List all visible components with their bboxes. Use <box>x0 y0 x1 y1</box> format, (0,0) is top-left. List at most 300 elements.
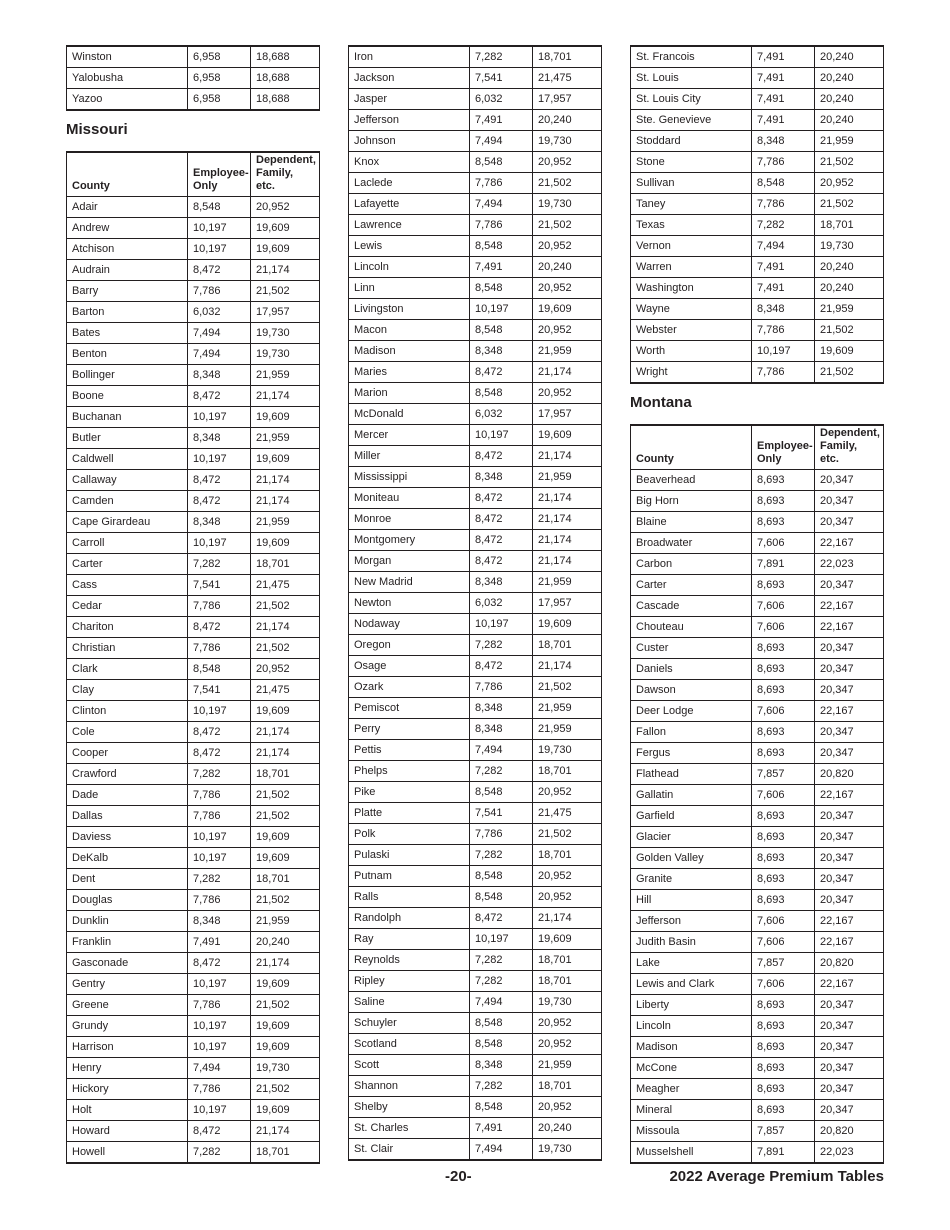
county-name: Macon <box>349 320 470 341</box>
county-name: Shelby <box>349 1097 470 1118</box>
table-row <box>349 971 602 992</box>
county-name: Howard <box>67 1121 188 1142</box>
county-name: Butler <box>67 428 188 449</box>
county-name: Jefferson <box>631 911 752 932</box>
table-row <box>349 551 602 572</box>
employee-only-premium: 7,541 <box>188 575 251 596</box>
dependent-premium: 21,174 <box>533 362 602 383</box>
county-name: Clay <box>67 680 188 701</box>
employee-only-premium: 8,693 <box>752 1037 815 1058</box>
dependent-premium: 20,240 <box>815 89 884 110</box>
dependent-premium: 21,174 <box>251 386 320 407</box>
table-row <box>349 614 602 635</box>
dependent-premium: 20,347 <box>815 869 884 890</box>
county-name: Blaine <box>631 512 752 533</box>
employee-only-premium: 10,197 <box>188 218 251 239</box>
employee-only-premium: 7,857 <box>752 1121 815 1142</box>
employee-only-premium: 8,693 <box>752 869 815 890</box>
dependent-premium: 21,174 <box>533 446 602 467</box>
county-name: Newton <box>349 593 470 614</box>
table-row <box>631 362 884 384</box>
employee-only-premium: 7,541 <box>470 803 533 824</box>
county-name: Stoddard <box>631 131 752 152</box>
employee-only-premium: 8,472 <box>188 260 251 281</box>
employee-only-premium: 7,491 <box>470 1118 533 1139</box>
employee-only-premium: 7,494 <box>470 740 533 761</box>
dependent-premium: 21,174 <box>251 953 320 974</box>
county-name: Webster <box>631 320 752 341</box>
table-row <box>67 785 320 806</box>
table-row <box>631 512 884 533</box>
county-name: Big Horn <box>631 491 752 512</box>
dependent-premium: 19,609 <box>815 341 884 362</box>
dependent-premium: 19,609 <box>251 1100 320 1121</box>
dependent-premium: 21,475 <box>533 803 602 824</box>
employee-only-premium: 6,032 <box>188 302 251 323</box>
table-row <box>67 638 320 659</box>
county-name: Broadwater <box>631 533 752 554</box>
dependent-premium: 20,952 <box>251 659 320 680</box>
table-row <box>349 1097 602 1118</box>
table-row <box>349 635 602 656</box>
employee-only-premium: 8,693 <box>752 491 815 512</box>
employee-only-premium: 7,857 <box>752 764 815 785</box>
dependent-premium: 21,174 <box>251 1121 320 1142</box>
employee-only-premium: 7,494 <box>470 131 533 152</box>
employee-only-premium: 7,786 <box>188 806 251 827</box>
dependent-premium: 17,957 <box>251 302 320 323</box>
table-row <box>631 953 884 974</box>
dependent-premium: 20,952 <box>251 197 320 218</box>
dependent-premium: 21,959 <box>533 1055 602 1076</box>
table-row <box>67 848 320 869</box>
table-row <box>67 386 320 407</box>
county-name: Oregon <box>349 635 470 656</box>
table-row <box>67 197 320 218</box>
county-name: McCone <box>631 1058 752 1079</box>
dependent-premium: 20,347 <box>815 722 884 743</box>
dependent-premium: 20,347 <box>815 1100 884 1121</box>
county-name: Yalobusha <box>67 68 188 89</box>
employee-only-premium: 10,197 <box>470 614 533 635</box>
employee-only-premium: 8,548 <box>470 782 533 803</box>
county-name: Caldwell <box>67 449 188 470</box>
county-name: DeKalb <box>67 848 188 869</box>
county-name: Knox <box>349 152 470 173</box>
county-name: Wayne <box>631 299 752 320</box>
table-row <box>349 593 602 614</box>
employee-only-premium: 7,606 <box>752 974 815 995</box>
dependent-premium: 18,688 <box>251 68 320 89</box>
employee-only-premium: 7,494 <box>188 323 251 344</box>
county-name: Schuyler <box>349 1013 470 1034</box>
employee-only-premium: 7,494 <box>188 344 251 365</box>
dependent-premium: 19,730 <box>533 194 602 215</box>
table-row <box>631 1079 884 1100</box>
dependent-premium: 21,502 <box>815 152 884 173</box>
county-name: Scotland <box>349 1034 470 1055</box>
dependent-premium: 21,502 <box>251 995 320 1016</box>
county-name: Carbon <box>631 554 752 575</box>
county-name: Worth <box>631 341 752 362</box>
table-row <box>631 131 884 152</box>
dependent-premium: 19,609 <box>251 974 320 995</box>
dependent-premium: 21,959 <box>251 512 320 533</box>
table-row <box>631 491 884 512</box>
dependent-premium: 21,475 <box>251 680 320 701</box>
employee-only-premium: 7,606 <box>752 701 815 722</box>
table-row <box>349 404 602 425</box>
dependent-premium: 20,240 <box>815 68 884 89</box>
employee-only-premium: 8,472 <box>188 617 251 638</box>
county-name: Carter <box>631 575 752 596</box>
employee-only-premium: 10,197 <box>188 1016 251 1037</box>
county-name: Meagher <box>631 1079 752 1100</box>
table-row <box>67 323 320 344</box>
county-name: Scott <box>349 1055 470 1076</box>
table-row <box>67 1058 320 1079</box>
employee-only-premium: 6,032 <box>470 593 533 614</box>
table-row <box>349 446 602 467</box>
table-row <box>349 89 602 110</box>
dependent-premium: 21,959 <box>251 911 320 932</box>
county-name: St. Louis City <box>631 89 752 110</box>
table-row <box>349 677 602 698</box>
county-name: Carter <box>67 554 188 575</box>
dependent-premium: 21,959 <box>533 698 602 719</box>
employee-only-premium: 8,693 <box>752 1079 815 1100</box>
table-row <box>631 1058 884 1079</box>
table-row <box>631 533 884 554</box>
dependent-premium: 21,502 <box>251 1079 320 1100</box>
dependent-premium: 20,240 <box>533 110 602 131</box>
county-name: Polk <box>349 824 470 845</box>
dependent-premium: 21,502 <box>533 677 602 698</box>
dependent-premium: 21,502 <box>251 890 320 911</box>
county-name: Ray <box>349 929 470 950</box>
dependent-premium: 19,730 <box>533 740 602 761</box>
dependent-premium: 21,502 <box>815 194 884 215</box>
county-name: Atchison <box>67 239 188 260</box>
employee-only-premium: 10,197 <box>188 974 251 995</box>
dependent-premium: 17,957 <box>533 593 602 614</box>
dependent-premium: 21,174 <box>251 722 320 743</box>
employee-only-premium: 6,032 <box>470 404 533 425</box>
county-name: Bates <box>67 323 188 344</box>
dependent-premium: 22,167 <box>815 785 884 806</box>
employee-only-premium: 7,786 <box>188 890 251 911</box>
county-name: Gallatin <box>631 785 752 806</box>
county-name: Franklin <box>67 932 188 953</box>
table-row <box>67 617 320 638</box>
county-name: Crawford <box>67 764 188 785</box>
county-name: Daniels <box>631 659 752 680</box>
dependent-premium: 20,240 <box>533 1118 602 1139</box>
dependent-premium: 19,609 <box>251 701 320 722</box>
employee-only-premium: 6,958 <box>188 89 251 111</box>
employee-only-premium: 8,693 <box>752 680 815 701</box>
county-name: St. Clair <box>349 1139 470 1161</box>
county-name: Madison <box>349 341 470 362</box>
dependent-premium: 22,167 <box>815 932 884 953</box>
employee-only-premium: 7,786 <box>470 824 533 845</box>
employee-only-premium: 8,548 <box>188 197 251 218</box>
employee-only-premium: 8,472 <box>470 530 533 551</box>
table-row <box>67 659 320 680</box>
table-row <box>349 1076 602 1097</box>
county-name: Flathead <box>631 764 752 785</box>
table-row <box>67 806 320 827</box>
county-name: Buchanan <box>67 407 188 428</box>
county-name: Cape Girardeau <box>67 512 188 533</box>
county-name: Cedar <box>67 596 188 617</box>
table-row <box>631 257 884 278</box>
employee-only-premium: 10,197 <box>752 341 815 362</box>
dependent-premium: 19,730 <box>533 131 602 152</box>
county-name: New Madrid <box>349 572 470 593</box>
employee-only-premium: 8,472 <box>188 953 251 974</box>
county-name: Lewis <box>349 236 470 257</box>
employee-only-premium: 7,491 <box>752 89 815 110</box>
employee-only-premium: 6,958 <box>188 68 251 89</box>
table-row <box>631 890 884 911</box>
table-row <box>631 278 884 299</box>
table-row <box>67 722 320 743</box>
county-name: Greene <box>67 995 188 1016</box>
county-name: Johnson <box>349 131 470 152</box>
dependent-premium: 21,502 <box>815 362 884 384</box>
county-name: Chariton <box>67 617 188 638</box>
county-name: Hill <box>631 890 752 911</box>
employee-only-premium: 8,348 <box>188 911 251 932</box>
table-row <box>67 68 320 89</box>
dependent-premium: 20,347 <box>815 491 884 512</box>
dependent-premium: 20,952 <box>533 1034 602 1055</box>
employee-only-premium: 7,786 <box>188 785 251 806</box>
employee-only-premium: 7,541 <box>188 680 251 701</box>
table-row <box>631 554 884 575</box>
dependent-premium: 18,701 <box>533 635 602 656</box>
employee-only-premium: 8,548 <box>470 383 533 404</box>
dependent-premium: 18,701 <box>251 869 320 890</box>
employee-only-premium: 7,282 <box>470 845 533 866</box>
employee-only-premium: 10,197 <box>188 239 251 260</box>
dependent-premium: 21,174 <box>251 617 320 638</box>
employee-only-premium: 8,548 <box>470 278 533 299</box>
table-row <box>67 701 320 722</box>
county-name: Montgomery <box>349 530 470 551</box>
county-name: Moniteau <box>349 488 470 509</box>
employee-only-premium: 8,693 <box>752 638 815 659</box>
employee-only-premium: 7,786 <box>188 281 251 302</box>
county-name: Gentry <box>67 974 188 995</box>
dependent-premium: 19,609 <box>251 218 320 239</box>
employee-only-premium: 8,548 <box>470 887 533 908</box>
dependent-premium: 19,730 <box>533 1139 602 1161</box>
dependent-premium: 18,701 <box>533 46 602 68</box>
table-row <box>349 215 602 236</box>
table-row <box>67 869 320 890</box>
county-name: Taney <box>631 194 752 215</box>
employee-only-premium: 7,541 <box>470 68 533 89</box>
table-row <box>631 722 884 743</box>
county-table-missouri-continued <box>348 45 602 1161</box>
table-row <box>349 824 602 845</box>
table-row <box>67 470 320 491</box>
county-name: Boone <box>67 386 188 407</box>
table-row <box>67 1037 320 1058</box>
dependent-premium: 22,167 <box>815 617 884 638</box>
table-row <box>67 260 320 281</box>
county-name: Fergus <box>631 743 752 764</box>
employee-only-premium: 8,348 <box>470 719 533 740</box>
table-row <box>631 659 884 680</box>
table-row <box>349 1013 602 1034</box>
table-row <box>349 194 602 215</box>
employee-only-premium: 8,548 <box>470 320 533 341</box>
dependent-premium: 21,174 <box>533 509 602 530</box>
dependent-premium: 21,959 <box>815 299 884 320</box>
table-row <box>631 596 884 617</box>
county-table-missouri <box>66 151 320 1164</box>
employee-only-premium: 7,494 <box>470 1139 533 1161</box>
employee-only-premium: 7,491 <box>470 257 533 278</box>
employee-only-premium: 7,282 <box>470 46 533 68</box>
dependent-premium: 20,347 <box>815 806 884 827</box>
table-row <box>349 236 602 257</box>
county-name: Carroll <box>67 533 188 554</box>
table-row <box>631 974 884 995</box>
dependent-premium: 18,701 <box>533 1076 602 1097</box>
state-title-montana: Montana <box>630 394 692 411</box>
employee-only-premium: 7,282 <box>470 950 533 971</box>
county-name: Jasper <box>349 89 470 110</box>
dependent-premium: 18,701 <box>533 950 602 971</box>
dependent-premium: 20,347 <box>815 680 884 701</box>
table-row <box>67 680 320 701</box>
dependent-premium: 19,609 <box>251 239 320 260</box>
employee-only-premium: 7,491 <box>188 932 251 953</box>
table-row <box>631 638 884 659</box>
county-name: Nodaway <box>349 614 470 635</box>
table-row <box>67 1016 320 1037</box>
county-name: Maries <box>349 362 470 383</box>
dependent-premium: 19,609 <box>251 848 320 869</box>
dependent-premium: 20,347 <box>815 1058 884 1079</box>
dependent-premium: 20,347 <box>815 995 884 1016</box>
county-name: Dade <box>67 785 188 806</box>
state-title-missouri: Missouri <box>66 121 128 138</box>
county-name: Howell <box>67 1142 188 1164</box>
dependent-premium: 21,174 <box>251 491 320 512</box>
employee-only-premium: 8,472 <box>470 551 533 572</box>
county-name: Lewis and Clark <box>631 974 752 995</box>
county-name: Beaverhead <box>631 470 752 491</box>
table-header-row <box>631 425 884 470</box>
table-row <box>349 1034 602 1055</box>
dependent-premium: 20,240 <box>815 257 884 278</box>
table-row <box>349 278 602 299</box>
employee-only-premium: 8,472 <box>470 446 533 467</box>
table-row <box>349 1118 602 1139</box>
employee-only-premium: 8,348 <box>470 572 533 593</box>
county-name: St. Charles <box>349 1118 470 1139</box>
county-name: Clinton <box>67 701 188 722</box>
table-row <box>67 1100 320 1121</box>
table-row <box>349 782 602 803</box>
dependent-premium: 20,952 <box>533 866 602 887</box>
employee-only-premium: 8,472 <box>188 1121 251 1142</box>
table-row <box>631 1100 884 1121</box>
county-name: Douglas <box>67 890 188 911</box>
county-name: Linn <box>349 278 470 299</box>
dependent-premium: 20,347 <box>815 890 884 911</box>
dependent-premium: 18,701 <box>533 761 602 782</box>
dependent-premium: 21,959 <box>533 341 602 362</box>
table-row <box>349 488 602 509</box>
table-row <box>631 299 884 320</box>
table-row <box>631 152 884 173</box>
county-name: St. Francois <box>631 46 752 68</box>
county-name: Lake <box>631 953 752 974</box>
table-row <box>67 953 320 974</box>
dependent-premium: 17,957 <box>533 89 602 110</box>
employee-only-premium: 8,693 <box>752 806 815 827</box>
county-name: Dallas <box>67 806 188 827</box>
dependent-premium: 21,502 <box>533 173 602 194</box>
table-row <box>631 995 884 1016</box>
dependent-premium: 21,475 <box>251 575 320 596</box>
table-row <box>67 428 320 449</box>
employee-only-premium: 8,693 <box>752 1100 815 1121</box>
county-name: Warren <box>631 257 752 278</box>
dependent-premium: 19,609 <box>251 1016 320 1037</box>
table-row <box>67 932 320 953</box>
dependent-premium: 21,502 <box>251 785 320 806</box>
county-name: Dawson <box>631 680 752 701</box>
table-row <box>631 932 884 953</box>
table-row <box>631 194 884 215</box>
employee-only-premium: 6,032 <box>470 89 533 110</box>
dependent-premium: 22,167 <box>815 974 884 995</box>
table-row <box>67 407 320 428</box>
county-name: Osage <box>349 656 470 677</box>
table-row <box>631 320 884 341</box>
county-name: Marion <box>349 383 470 404</box>
table-row <box>349 908 602 929</box>
county-name: Lincoln <box>349 257 470 278</box>
employee-only-premium: 7,494 <box>752 236 815 257</box>
dependent-premium: 18,701 <box>533 845 602 866</box>
table-row <box>349 845 602 866</box>
county-name: Reynolds <box>349 950 470 971</box>
employee-only-premium: 8,693 <box>752 1058 815 1079</box>
employee-only-premium: 8,693 <box>752 827 815 848</box>
dependent-premium: 19,609 <box>533 614 602 635</box>
county-name: Monroe <box>349 509 470 530</box>
table-row <box>631 764 884 785</box>
table-row <box>67 239 320 260</box>
county-table-missouri-end <box>630 45 884 384</box>
employee-only-premium: 7,786 <box>470 215 533 236</box>
table-row <box>67 911 320 932</box>
county-name: Sullivan <box>631 173 752 194</box>
county-name: Ripley <box>349 971 470 992</box>
county-name: Randolph <box>349 908 470 929</box>
employee-only-premium: 10,197 <box>188 827 251 848</box>
table-row <box>349 383 602 404</box>
employee-only-premium: 7,491 <box>470 110 533 131</box>
